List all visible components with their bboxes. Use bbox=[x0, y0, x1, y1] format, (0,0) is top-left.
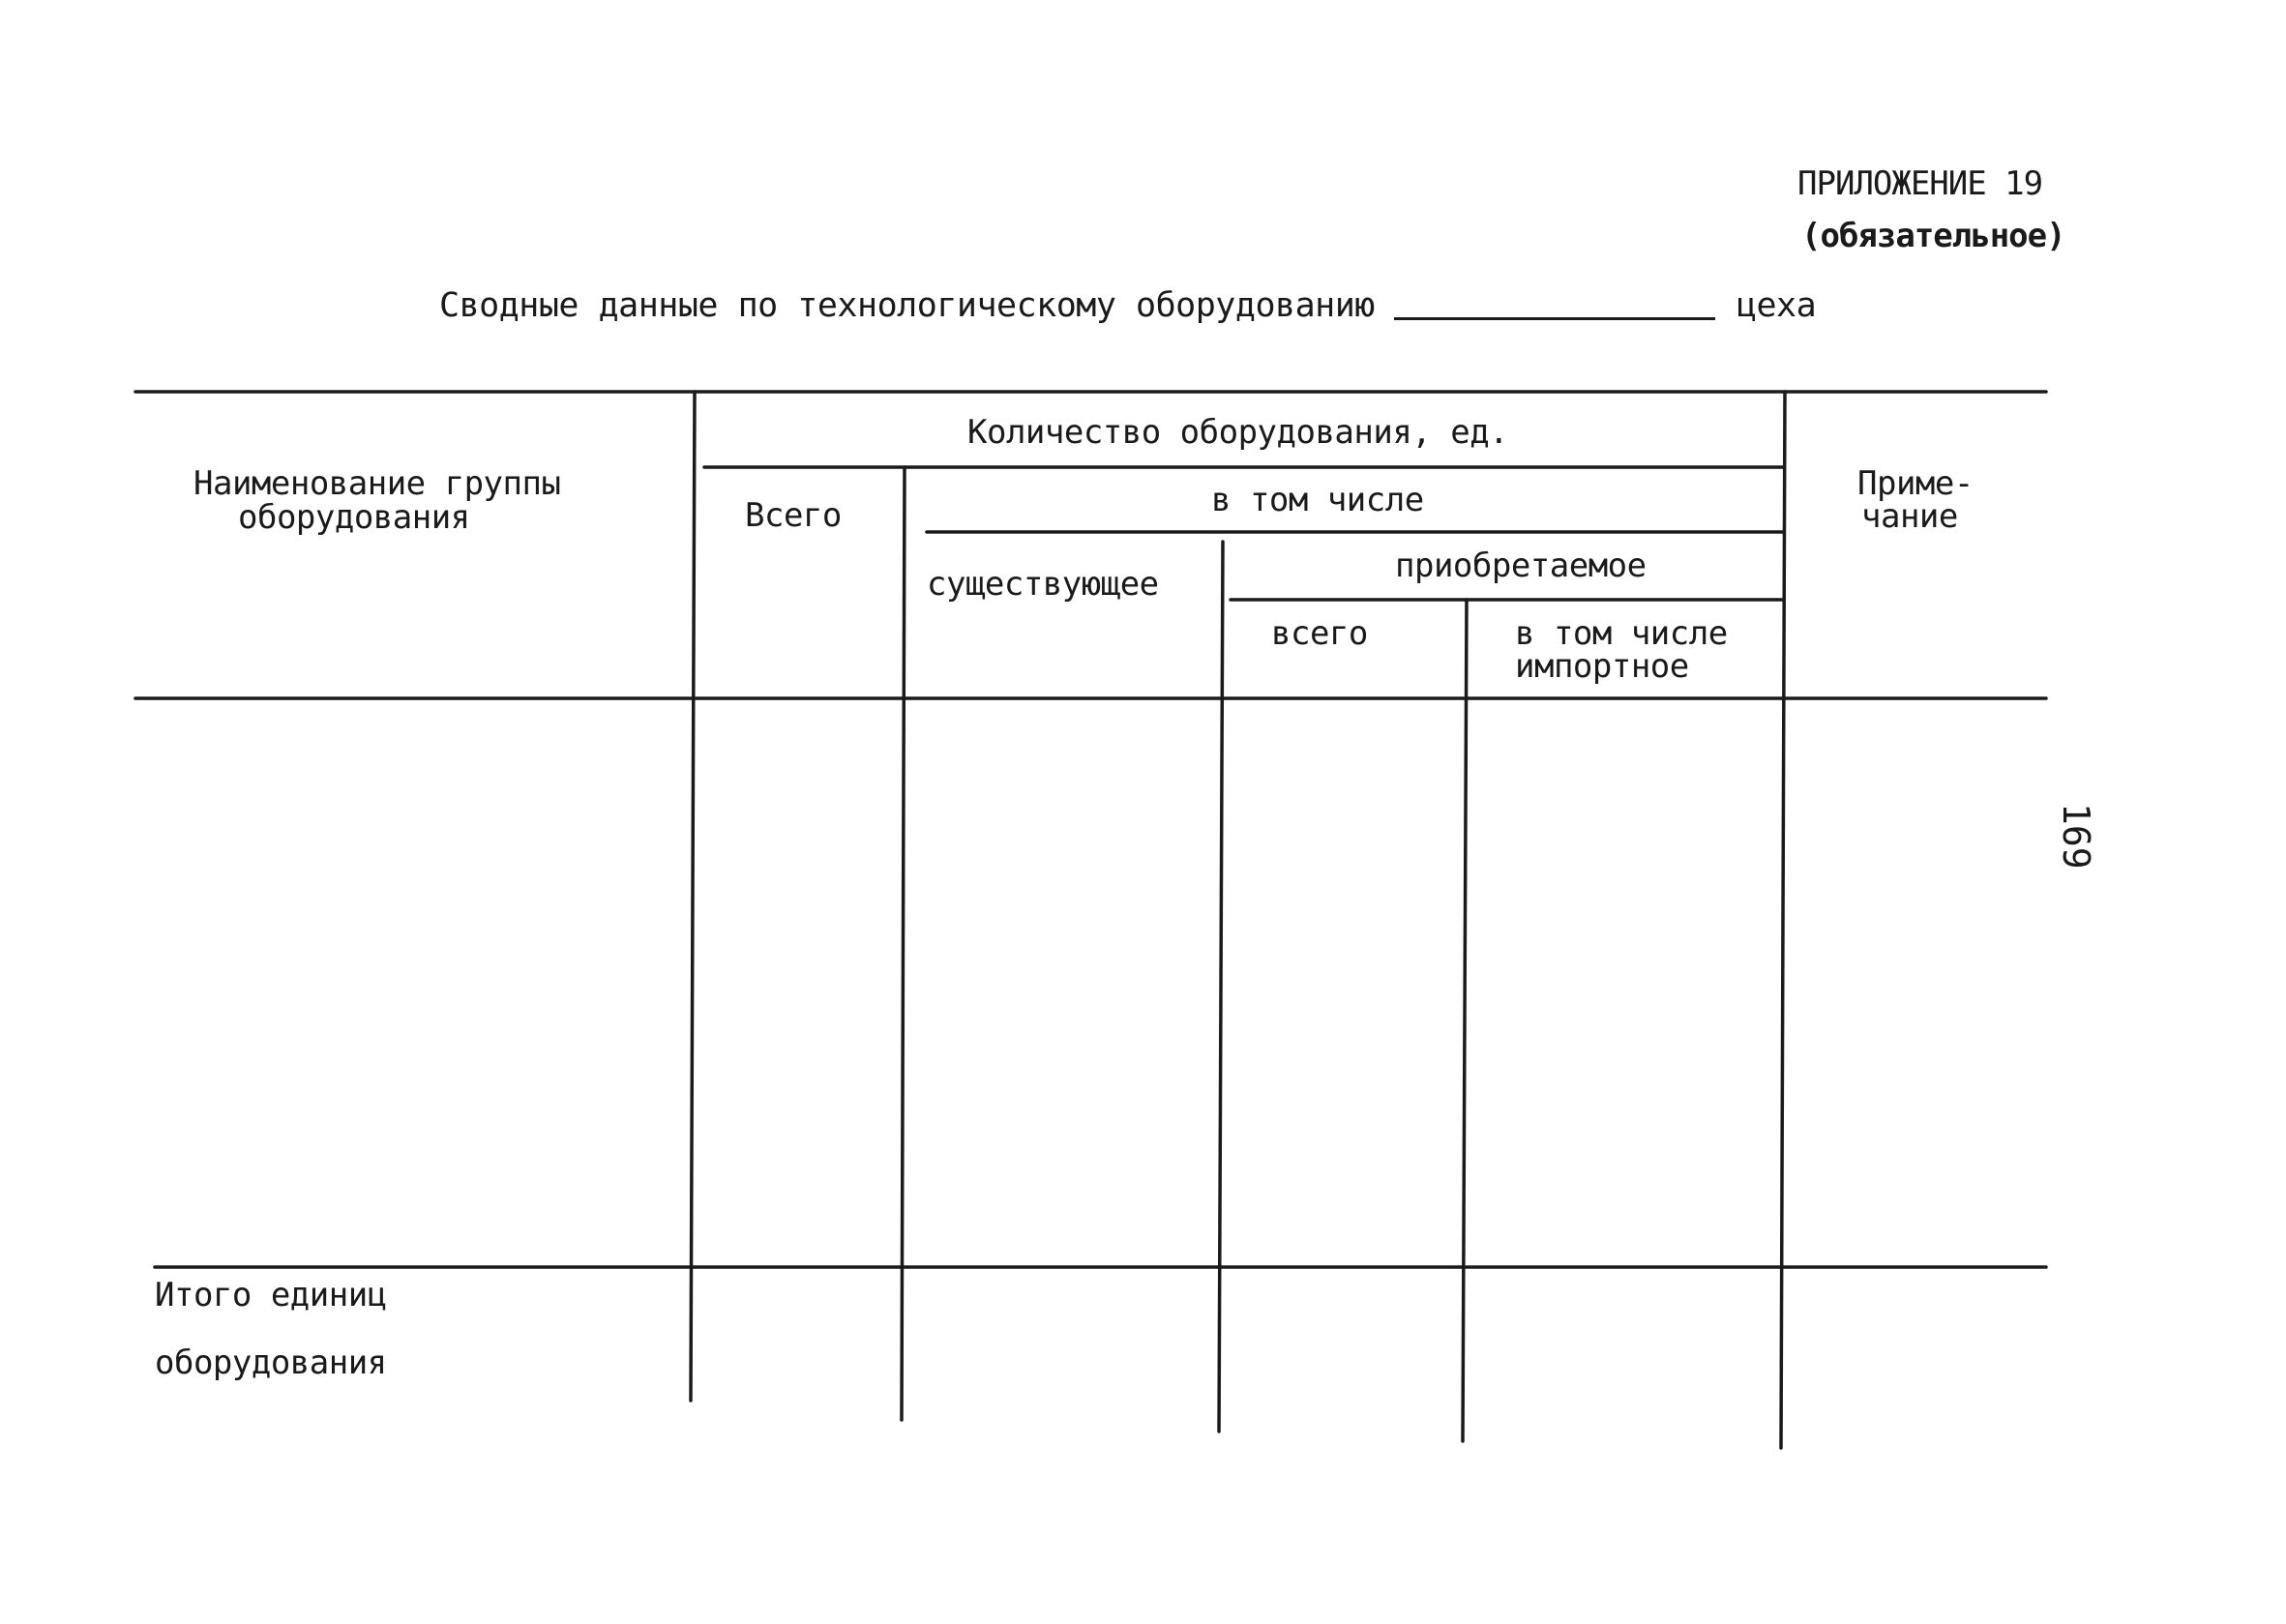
col-line-5 bbox=[1781, 392, 1785, 1448]
col-line-2 bbox=[902, 467, 905, 1420]
total-row-label-line1: Итого единиц bbox=[155, 1276, 387, 1314]
note-header-line1: Приме- bbox=[1857, 464, 1974, 503]
page-number: 169 bbox=[2055, 803, 2097, 870]
existing-header: существующее bbox=[927, 565, 1159, 604]
quantity-header: Количество оборудования, ед. bbox=[967, 413, 1509, 452]
acquired-total-header: всего bbox=[1271, 614, 1368, 653]
acquired-imported-header-line2: импортное bbox=[1515, 647, 1689, 686]
appendix-label: ПРИЛОЖЕНИЕ 19 bbox=[1797, 164, 2043, 203]
group-name-header-line1: Наименование группы bbox=[193, 464, 561, 503]
title-prefix: Сводные данные по технологическому оборудованию bbox=[439, 286, 1375, 325]
col-line-4 bbox=[1463, 600, 1467, 1441]
acquired-imported-header-line1: в том числе bbox=[1515, 614, 1728, 653]
col-line-1 bbox=[691, 392, 695, 1401]
group-name-header-line2: оборудования bbox=[238, 498, 470, 537]
including-header: в том числе bbox=[1211, 481, 1424, 519]
appendix-note: (обязательное) bbox=[1801, 217, 2065, 255]
note-header-line2: чание bbox=[1861, 497, 1958, 536]
acquired-header: приобретаемое bbox=[1395, 546, 1647, 585]
total-row-label-line2: оборудования bbox=[155, 1343, 387, 1382]
col-line-3 bbox=[1219, 542, 1223, 1432]
total-header: Всего bbox=[745, 496, 842, 535]
title-suffix: цеха bbox=[1736, 286, 1817, 325]
